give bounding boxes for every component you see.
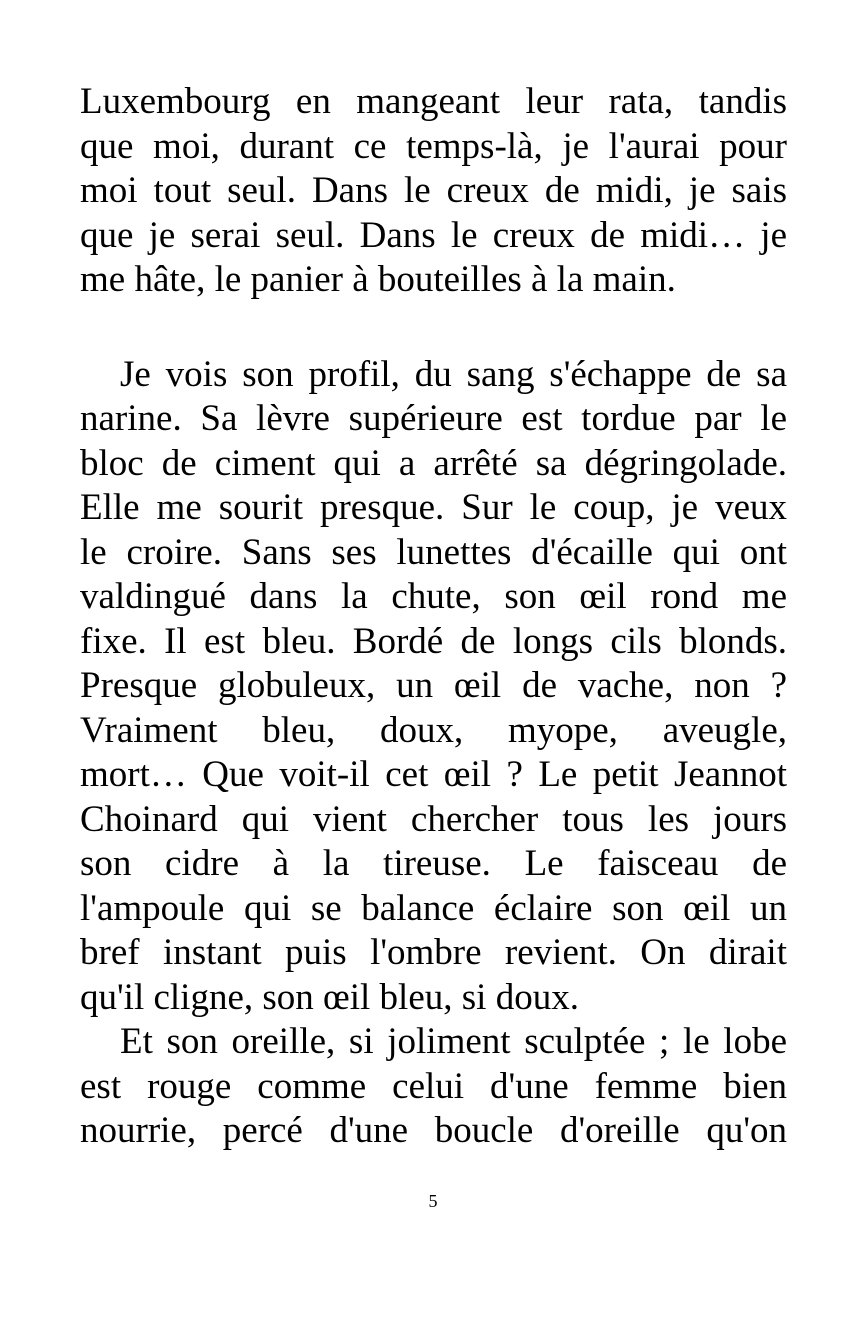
text-line: me hâte, le panier à bouteilles à la main.: [80, 259, 676, 300]
text-line: nourrie, percé d'une boucle d'oreille qu'on: [80, 1110, 787, 1151]
text-line: le croire. Sans ses lunettes d'écaille qui ont: [80, 531, 787, 573]
text-line: mort… Que voit-il cet œil ? Le petit Jeannot: [80, 754, 787, 795]
text-line: bloc de ciment qui a arrêté sa dégringolade.: [80, 442, 787, 484]
text-line: Luxembourg en mangeant leur rata, tandis: [80, 81, 787, 122]
text-line: Je vois son profil, du sang s'échappe de sa: [120, 353, 787, 395]
paragraph: [80, 1020, 787, 1154]
text-line: moi tout seul. Dans le creux de midi, je sais: [80, 170, 787, 211]
text-line: narine. Sa lèvre supérieure est tordue par le: [80, 398, 787, 439]
paragraph: [80, 353, 787, 1021]
text-line: Vraiment bleu, doux, myope, aveugle,: [80, 709, 787, 751]
text-line: son cidre à la tireuse. Le faisceau de: [80, 843, 787, 884]
page-number: 5: [428, 1191, 438, 1211]
text-line: fixe. Il est bleu. Bordé de longs cils blonds.: [80, 620, 787, 662]
text-line: Choinard qui vient chercher tous les jours: [80, 798, 787, 840]
page-body: [80, 80, 787, 1154]
text-line: l'ampoule qui se balance éclaire son œil un: [80, 887, 787, 929]
paragraph: [80, 80, 787, 303]
text-line: bref instant puis l'ombre revient. On dirait: [80, 932, 787, 973]
paragraph-spacer: [80, 303, 787, 353]
text-line: qu'il cligne, son œil bleu, si doux.: [80, 976, 579, 1018]
text-line: Elle me sourit presque. Sur le coup, je veux: [80, 487, 787, 528]
text-line: que je serai seul. Dans le creux de midi… je: [80, 214, 787, 256]
text-line: que moi, durant ce temps-là, je l'aurai pour: [80, 125, 787, 167]
text-line: Presque globuleux, un œil de vache, non ?: [80, 665, 787, 706]
text-line: valdingué dans la chute, son œil rond me: [80, 576, 787, 617]
text-line: est rouge comme celui d'une femme bien: [80, 1065, 787, 1107]
text-line: Et son oreille, si joliment sculptée ; le lobe: [120, 1021, 787, 1062]
